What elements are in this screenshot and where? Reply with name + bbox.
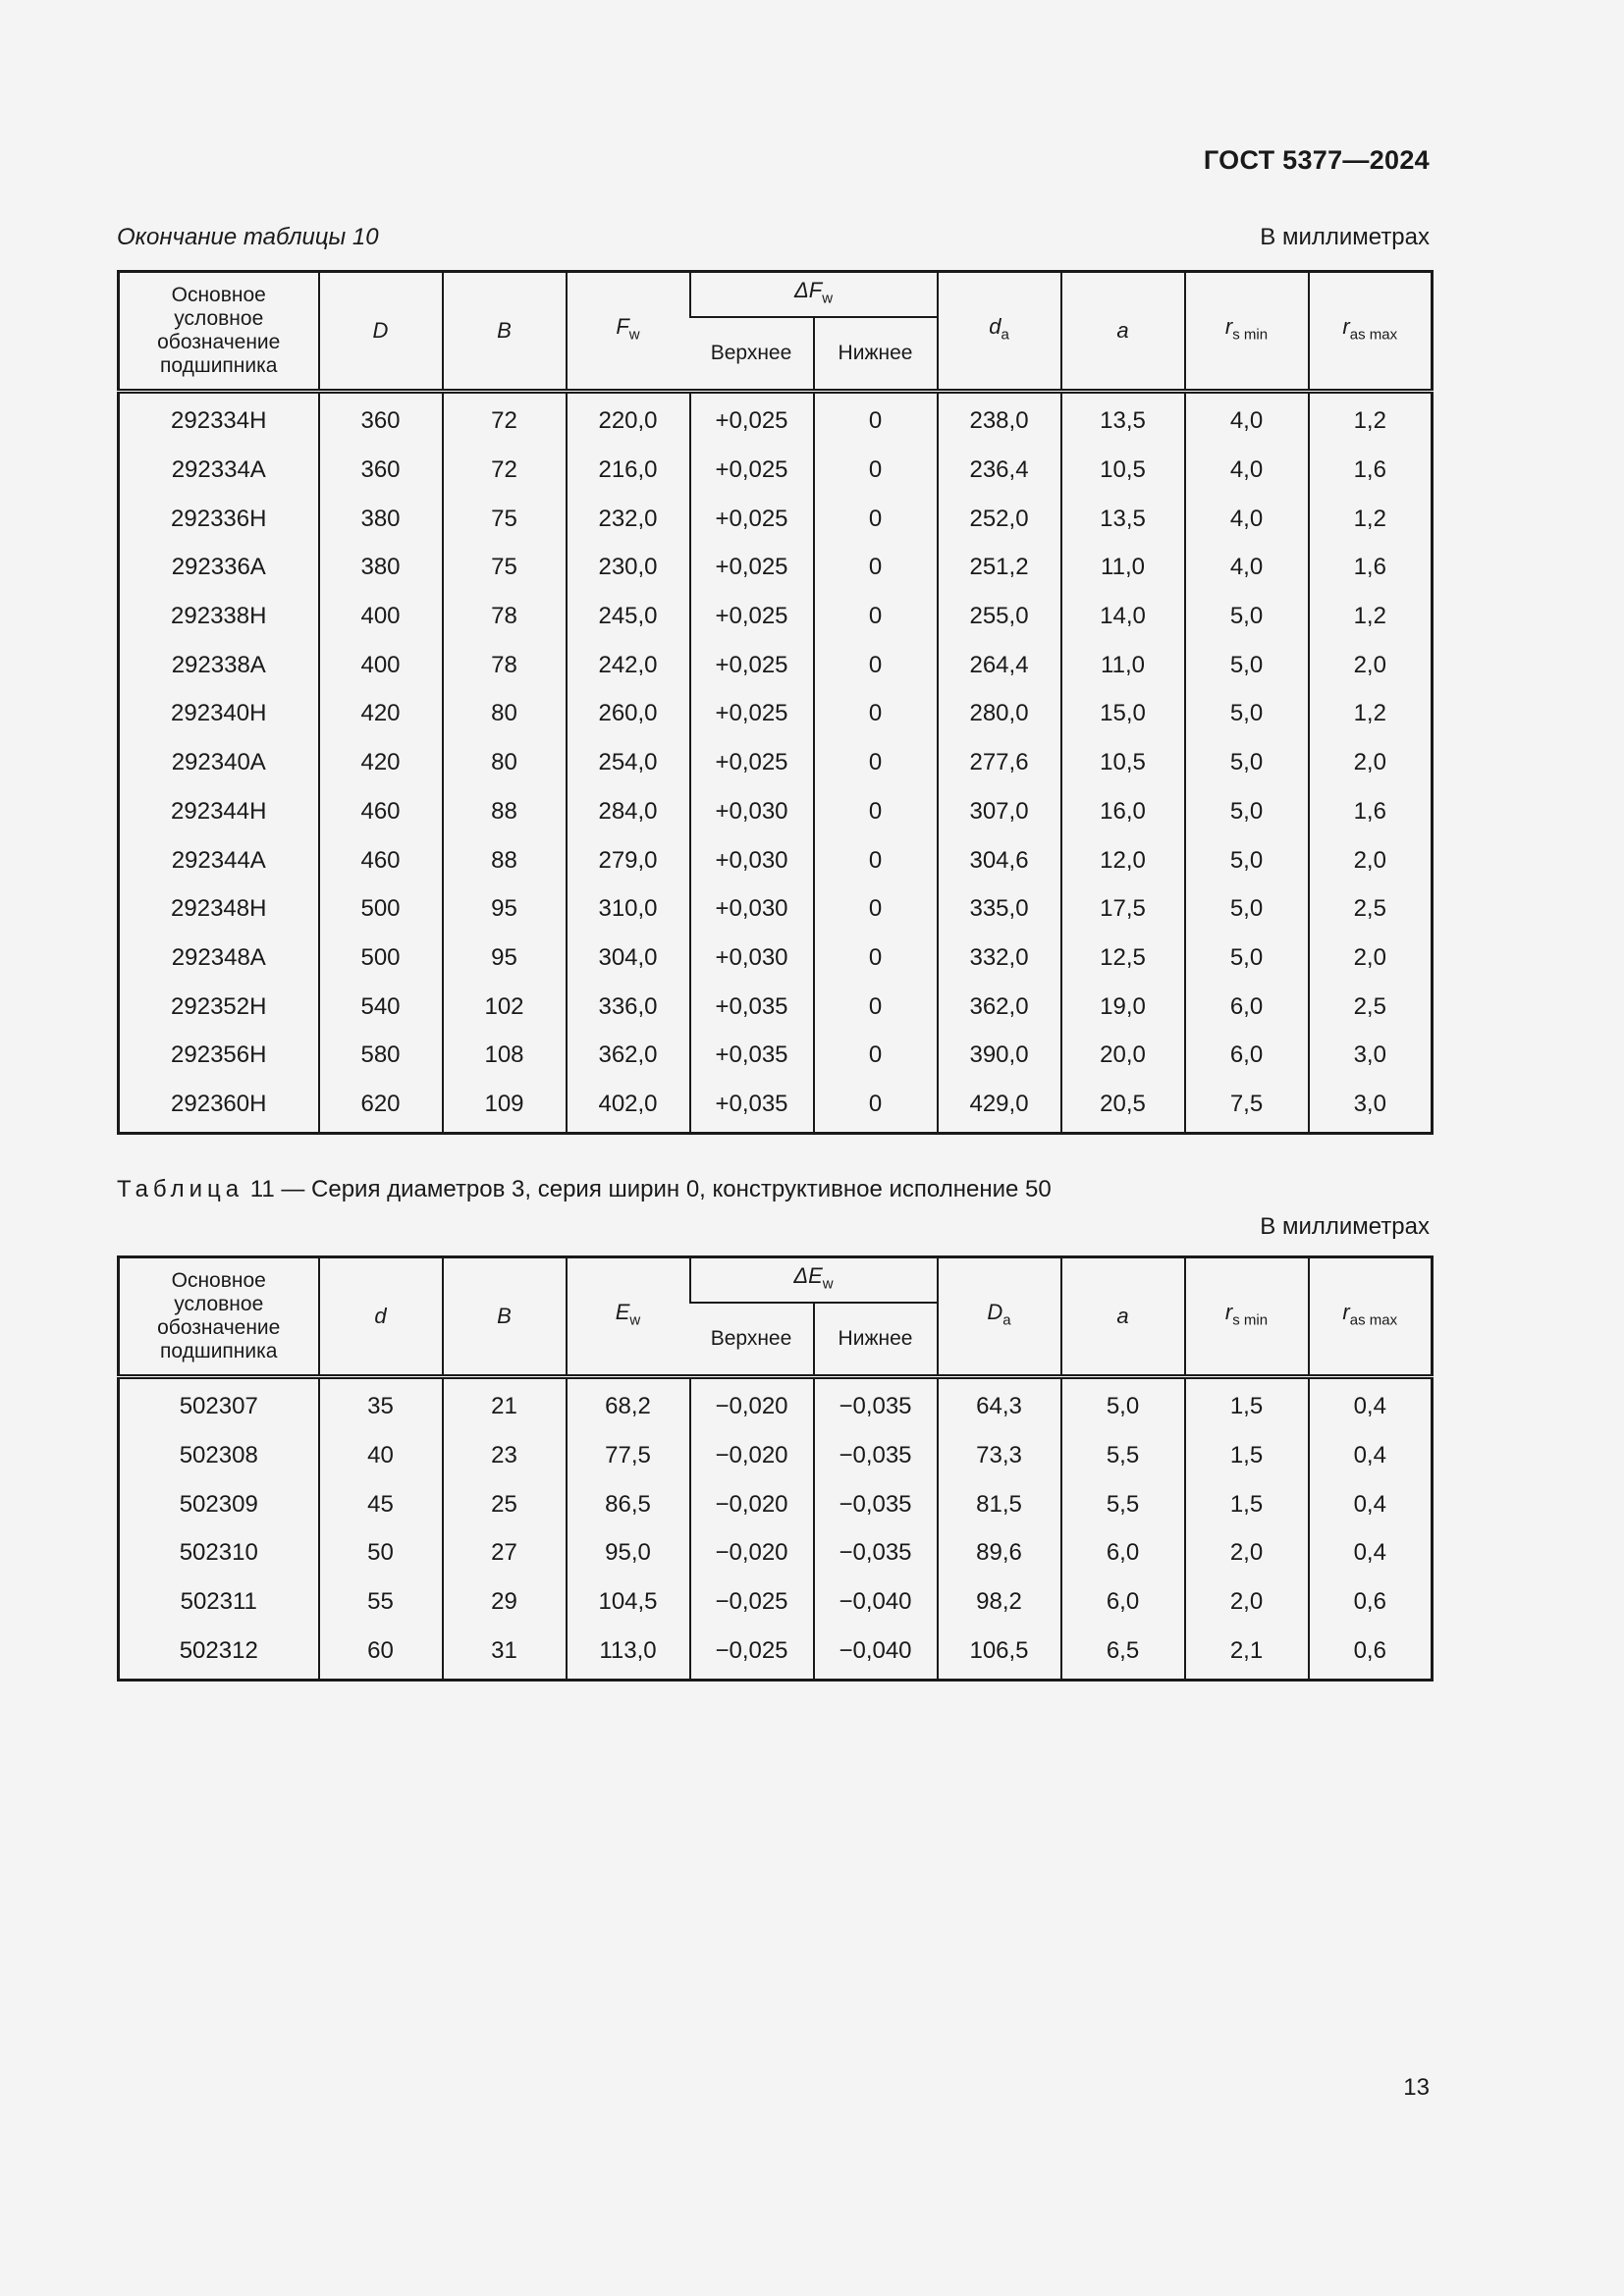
table-cell: 0 [814,689,938,738]
table-cell: 245,0 [567,592,690,641]
table-cell: 5,5 [1061,1431,1185,1480]
table-cell: 10,5 [1061,446,1185,495]
table-cell: 17,5 [1061,884,1185,934]
table-cell: 80 [443,738,567,787]
table-cell: 0 [814,787,938,836]
table-cell: +0,035 [690,1080,814,1134]
table-cell: 0 [814,982,938,1031]
header-designation: Основное условное обозначение подшипника [119,272,319,392]
table-cell: 360 [319,446,443,495]
table-cell: 0 [814,835,938,884]
table-cell: −0,035 [814,1377,938,1431]
table-cell: 420 [319,689,443,738]
header-ras-max-subscript: as max [1349,1311,1398,1329]
table-cell: 2,5 [1309,884,1433,934]
header-Da-symbol: D [987,1299,1003,1324]
table-cell: 5,0 [1185,689,1309,738]
table-cell: 230,0 [567,543,690,592]
table-cell: 55 [319,1577,443,1627]
table-row [119,787,1433,836]
table11-title [117,1176,1052,1203]
table-cell: 1,2 [1309,494,1433,543]
table-cell: 0 [814,738,938,787]
table-cell: 307,0 [938,787,1061,836]
table-cell: 11,0 [1061,640,1185,689]
table-cell: −0,025 [690,1626,814,1680]
table-cell: 5,5 [1061,1479,1185,1528]
table-cell: 420 [319,738,443,787]
table-cell: 95,0 [567,1528,690,1577]
table-cell: 380 [319,543,443,592]
table10-units: В миллиметрах [1260,224,1430,250]
table-cell: 108 [443,1031,567,1080]
table-row [119,1626,1433,1680]
table-row [119,1031,1433,1080]
table-cell: 292334H [119,392,319,446]
table-cell: 1,6 [1309,787,1433,836]
table-cell: 31 [443,1626,567,1680]
table-cell: 88 [443,787,567,836]
table-cell: 264,4 [938,640,1061,689]
header-outer-diameter: D [319,272,443,392]
table-cell: 80 [443,689,567,738]
table-cell: 2,0 [1309,835,1433,884]
table-cell: 236,4 [938,446,1061,495]
table-cell: 89,6 [938,1528,1061,1577]
table-cell: 0,4 [1309,1528,1433,1577]
header-ras-max-subscript: as max [1349,326,1398,344]
table-cell: 2,0 [1309,640,1433,689]
table-row [119,543,1433,592]
header-fw [567,272,690,392]
table-row [119,392,1433,446]
table-cell: −0,040 [814,1626,938,1680]
table-cell: 500 [319,934,443,983]
document-code: ГОСТ 5377—2024 [1203,145,1430,175]
table-cell: 13,5 [1061,392,1185,446]
table-cell: 78 [443,592,567,641]
table-cell: 20,5 [1061,1080,1185,1134]
table-cell: 0,4 [1309,1431,1433,1480]
header-ew-subscript: w [629,1311,641,1329]
table-cell: 60 [319,1626,443,1680]
table-cell: −0,020 [690,1479,814,1528]
table-cell: −0,020 [690,1431,814,1480]
table-cell: 260,0 [567,689,690,738]
table11-title-word: Таблица [117,1176,244,1202]
table-cell: +0,030 [690,934,814,983]
table-cell: −0,025 [690,1577,814,1627]
table-cell: 400 [319,640,443,689]
table-cell: 25 [443,1479,567,1528]
table-cell: 5,0 [1185,592,1309,641]
table-cell: 6,0 [1061,1577,1185,1627]
table-cell: 0 [814,543,938,592]
table-cell: 21 [443,1377,567,1431]
table-cell: 429,0 [938,1080,1061,1134]
table-cell: 16,0 [1061,787,1185,836]
table-cell: 292344H [171,797,267,825]
table-cell: 292340H [171,700,267,727]
header-designation: Основное условное обозначение подшипника [119,1257,319,1377]
table-cell: 4,0 [1185,392,1309,446]
header-lower: Нижнее [814,1303,938,1377]
table-cell: 4,0 [1185,543,1309,592]
table-cell: 400 [319,592,443,641]
table-cell: +0,030 [690,787,814,836]
table-cell: 1,2 [1309,592,1433,641]
table-cell: 292338A [171,651,266,678]
table-cell: 500 [319,884,443,934]
table-cell: 6,5 [1061,1626,1185,1680]
header-lower: Нижнее [814,317,938,392]
table-cell: 45 [319,1479,443,1528]
table-row [119,640,1433,689]
table-cell: 40 [319,1431,443,1480]
table10 [117,270,1434,1135]
table-cell: 292352H [171,992,267,1020]
table-cell: 102 [443,982,567,1031]
header-ras-max-symbol: r [1342,313,1350,339]
table-cell: 502309 [179,1490,258,1518]
table-cell: 77,5 [567,1431,690,1480]
table11-title-text: 11 — Серия диаметров 3, серия ширин 0, конструктивное исполнение 50 [249,1176,1052,1202]
table-cell: 0,4 [1309,1479,1433,1528]
table-cell: 580 [319,1031,443,1080]
header-upper: Верхнее [690,317,814,392]
table11-body [119,1377,1433,1681]
table-cell: 12,0 [1061,835,1185,884]
table-cell: 6,0 [1061,1528,1185,1577]
table-row [119,689,1433,738]
table-cell: 335,0 [938,884,1061,934]
table-cell: 620 [319,1080,443,1134]
table-cell: +0,025 [690,592,814,641]
table-cell: +0,030 [690,835,814,884]
table-cell: 292360H [171,1090,267,1117]
header-width: B [443,1257,567,1377]
header-fw-symbol: F [616,313,629,339]
header-Da-subscript: a [1002,1311,1011,1329]
table-cell: 2,1 [1185,1626,1309,1680]
table-cell: 216,0 [567,446,690,495]
table-cell: 3,0 [1309,1080,1433,1134]
table-cell: 1,2 [1309,392,1433,446]
table10-caption-row [117,224,1430,251]
table-cell: 27 [443,1528,567,1577]
table-row [119,934,1433,983]
table-cell: 284,0 [567,787,690,836]
header-da [938,272,1061,392]
header-a: a [1061,1257,1185,1377]
table-cell: 0 [814,640,938,689]
table-cell: 336,0 [567,982,690,1031]
header-rs-min-subscript: s min [1232,326,1269,344]
header-fw-deviation-symbol: ΔF [793,277,823,302]
table-cell: 13,5 [1061,494,1185,543]
table-cell: 255,0 [938,592,1061,641]
table-cell: 7,5 [1185,1080,1309,1134]
header-ras-max [1309,1257,1433,1377]
table-cell: 292344A [171,846,266,874]
header-rs-min-symbol: r [1224,313,1233,339]
table-cell: 1,5 [1185,1377,1309,1431]
table-cell: −0,020 [690,1528,814,1577]
table-cell: 2,0 [1185,1528,1309,1577]
table-cell: 19,0 [1061,982,1185,1031]
table-cell: 113,0 [567,1626,690,1680]
table-cell: 73,3 [938,1431,1061,1480]
page-number: 13 [1403,2074,1430,2101]
table-cell: 106,5 [938,1626,1061,1680]
header-Da [938,1257,1061,1377]
table-cell: 292336A [171,554,266,581]
table-cell: +0,030 [690,884,814,934]
table-cell: +0,025 [690,738,814,787]
table-row [119,1479,1433,1528]
table-cell: 280,0 [938,689,1061,738]
table-cell: 0 [814,592,938,641]
table-cell: 502308 [179,1442,258,1469]
table-cell: 29 [443,1577,567,1627]
header-a: a [1061,272,1185,392]
table10-body [119,392,1433,1134]
table-cell: +0,025 [690,392,814,446]
table-cell: 0 [814,494,938,543]
table-cell: +0,025 [690,689,814,738]
table-cell: 304,6 [938,835,1061,884]
table-cell: 0 [814,934,938,983]
table-row [119,835,1433,884]
table-cell: +0,025 [690,494,814,543]
table-cell: 72 [443,446,567,495]
table-cell: 78 [443,640,567,689]
table-cell: 310,0 [567,884,690,934]
table-cell: 6,0 [1185,1031,1309,1080]
table-cell: 15,0 [1061,689,1185,738]
table-cell: 14,0 [1061,592,1185,641]
table-cell: 1,6 [1309,543,1433,592]
header-bore-diameter: d [319,1257,443,1377]
header-ew-deviation-symbol: ΔE [793,1262,823,1288]
table-cell: 2,0 [1185,1577,1309,1627]
table-cell: 68,2 [567,1377,690,1431]
table-cell: 6,0 [1185,982,1309,1031]
table-cell: +0,035 [690,982,814,1031]
header-rs-min [1185,272,1309,392]
table-cell: 292334A [171,456,266,484]
table10-caption: Окончание таблицы 10 [117,224,379,250]
table-cell: 360 [319,392,443,446]
table-cell: 5,0 [1185,884,1309,934]
table-cell: 0 [814,884,938,934]
table-cell: −0,040 [814,1577,938,1627]
table-cell: +0,025 [690,640,814,689]
table-cell: 1,5 [1185,1479,1309,1528]
table-cell: 50 [319,1528,443,1577]
table11-units: В миллиметрах [1260,1213,1430,1240]
table-cell: 98,2 [938,1577,1061,1627]
table-cell: 502312 [179,1636,258,1664]
table-cell: 88 [443,835,567,884]
table-cell: 1,5 [1185,1431,1309,1480]
table-row [119,1528,1433,1577]
table-cell: 0 [814,392,938,446]
table-cell: 254,0 [567,738,690,787]
table-cell: 23 [443,1431,567,1480]
table-cell: 95 [443,884,567,934]
header-rs-min-symbol: r [1224,1299,1233,1324]
header-width: B [443,272,567,392]
table-cell: −0,035 [814,1479,938,1528]
table-cell: −0,035 [814,1528,938,1577]
table-row [119,738,1433,787]
table-cell: 4,0 [1185,494,1309,543]
table-cell: 380 [319,494,443,543]
table-cell: 86,5 [567,1479,690,1528]
table-cell: −0,035 [814,1431,938,1480]
table-cell: 0,6 [1309,1626,1433,1680]
table-cell: 2,5 [1309,982,1433,1031]
table-cell: 402,0 [567,1080,690,1134]
table-cell: 292348H [171,895,267,923]
table-cell: 238,0 [938,392,1061,446]
table-cell: 35 [319,1377,443,1431]
table-cell: 292340A [171,749,266,776]
table-cell: 104,5 [567,1577,690,1627]
table-row [119,494,1433,543]
table-cell: 0 [814,446,938,495]
table-cell: 292348A [171,943,266,971]
table-cell: +0,035 [690,1031,814,1080]
table-cell: 95 [443,934,567,983]
table-cell: 75 [443,543,567,592]
table-cell: +0,025 [690,543,814,592]
table-cell: 2,0 [1309,738,1433,787]
table-cell: 81,5 [938,1479,1061,1528]
header-rs-min-subscript: s min [1232,1311,1269,1329]
header-ew-deviation [690,1257,938,1304]
table-cell: 0 [814,1031,938,1080]
table-cell: 3,0 [1309,1031,1433,1080]
table-row [119,884,1433,934]
table-cell: 502307 [119,1377,319,1431]
table-cell: 292338H [171,603,267,630]
header-da-subscript: a [1001,326,1009,344]
table11 [117,1255,1434,1682]
table-cell: 362,0 [567,1031,690,1080]
table-cell: 5,0 [1185,640,1309,689]
table-row [119,982,1433,1031]
table-cell: 10,5 [1061,738,1185,787]
table-cell: −0,020 [690,1377,814,1431]
header-fw-subscript: w [628,326,640,344]
table-cell: 232,0 [567,494,690,543]
table-cell: 460 [319,835,443,884]
table-cell: 279,0 [567,835,690,884]
table-cell: 5,0 [1185,835,1309,884]
table-row [119,1577,1433,1627]
table-cell: 5,0 [1185,934,1309,983]
header-ras-max [1309,272,1433,392]
table-cell: 251,2 [938,543,1061,592]
table-row [119,1377,1433,1431]
table-cell: +0,025 [690,446,814,495]
table-cell: 5,0 [1185,787,1309,836]
table-cell: 304,0 [567,934,690,983]
table-cell: 75 [443,494,567,543]
table-cell: 502311 [180,1588,257,1616]
table-cell: 277,6 [938,738,1061,787]
table-row [119,1431,1433,1480]
table-cell: 242,0 [567,640,690,689]
header-ew [567,1257,690,1377]
table-row [119,446,1433,495]
table-cell: 252,0 [938,494,1061,543]
header-upper: Верхнее [690,1303,814,1377]
table-cell: 220,0 [567,392,690,446]
header-ew-deviation-subscript: w [822,1275,834,1293]
table-cell: 4,0 [1185,446,1309,495]
header-ras-max-symbol: r [1342,1299,1350,1324]
table-cell: 0 [814,1080,938,1134]
table-cell: 502310 [179,1539,258,1567]
table-cell: 1,2 [1309,689,1433,738]
table-cell: 390,0 [938,1031,1061,1080]
table-cell: 332,0 [938,934,1061,983]
header-ew-symbol: E [615,1299,630,1324]
table-cell: 5,0 [1185,738,1309,787]
table-cell: 12,5 [1061,934,1185,983]
table-cell: 292336H [171,505,267,532]
header-da-symbol: d [989,313,1001,339]
table-row [119,1080,1433,1134]
table-cell: 20,0 [1061,1031,1185,1080]
table-cell: 72 [443,392,567,446]
header-fw-deviation-subscript: w [822,290,834,307]
table-cell: 2,0 [1309,934,1433,983]
table-cell: 0,4 [1309,1377,1433,1431]
table-cell: 362,0 [938,982,1061,1031]
table-cell: 292356H [171,1041,267,1069]
table-cell: 64,3 [938,1377,1061,1431]
header-fw-deviation [690,272,938,318]
table-cell: 0,6 [1309,1577,1433,1627]
table-cell: 5,0 [1061,1377,1185,1431]
table-cell: 460 [319,787,443,836]
table-cell: 1,6 [1309,446,1433,495]
table-cell: 109 [443,1080,567,1134]
table-cell: 540 [319,982,443,1031]
header-rs-min [1185,1257,1309,1377]
table-row [119,592,1433,641]
table-cell: 11,0 [1061,543,1185,592]
